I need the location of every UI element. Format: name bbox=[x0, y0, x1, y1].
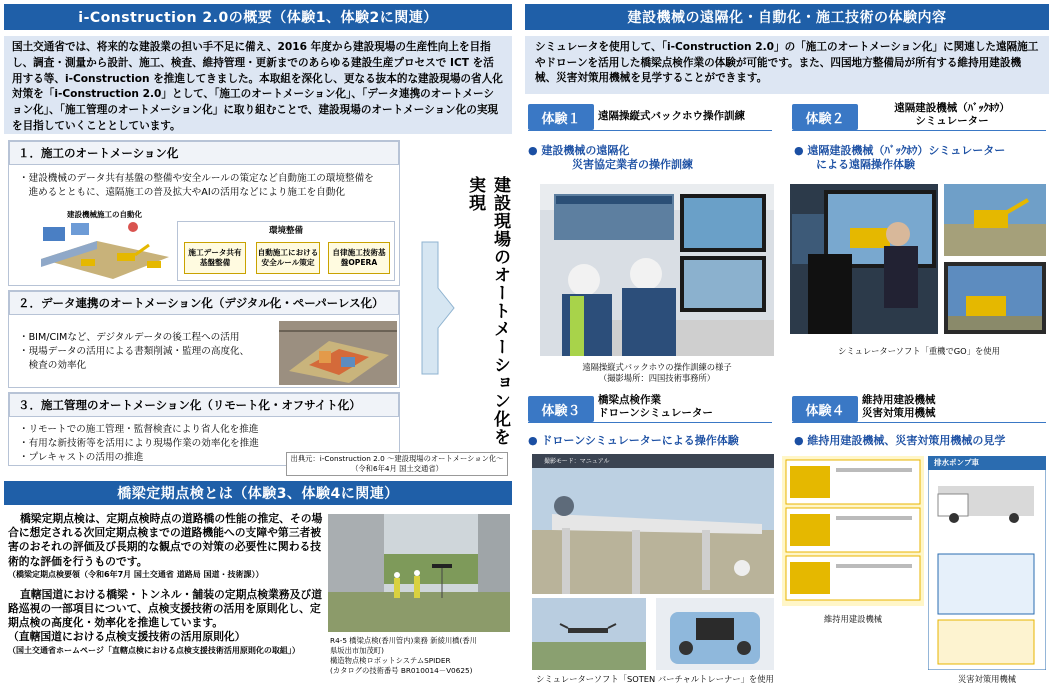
exp1-caption bbox=[540, 362, 774, 384]
title-line: 災害対策用機械 bbox=[862, 407, 936, 419]
exp1-bullet bbox=[528, 144, 778, 172]
exp3-rule bbox=[528, 422, 772, 423]
exp1-title: 遠隔操縦式バックホウ操作訓練 bbox=[598, 110, 745, 122]
exp3-sim-screenshot bbox=[532, 454, 774, 594]
section-2-bullets bbox=[19, 331, 279, 373]
bridge-inspection-photo bbox=[328, 514, 510, 632]
exp4-title bbox=[862, 394, 1042, 420]
section-1-bullets bbox=[19, 172, 397, 200]
bullet: ・現場データの活用による書類削減・監理の高度化、 bbox=[19, 346, 250, 357]
exp1-tag: 体験１ bbox=[528, 104, 594, 130]
exp4-tag: 体験４ bbox=[792, 396, 858, 422]
exp2-photo-top bbox=[944, 184, 1046, 256]
construction-site-illustration bbox=[37, 219, 173, 283]
bullet: 進めるとともに、遠隔施工の普及拡大やAIの活用などにより施工を自動化 bbox=[19, 187, 345, 198]
source-note bbox=[286, 452, 508, 476]
caption-line: （撮影場所：四国技術事務所） bbox=[598, 373, 716, 383]
right-intro: シミュレータを使用して、「i-Construction 2.0」の「施工のオートメーション化」に関連した遠隔施工やドローンを活用した橋梁点検作業の体験が可能です。また、四国地方整備局が所有する維持用建設機械、災害対策用機械を見学することができます。 bbox=[525, 36, 1049, 94]
exp4-bullet: ● 維持用建設機械、災害対策用機械の見学 bbox=[794, 434, 1006, 447]
arrow-right-icon bbox=[408, 238, 458, 378]
section-2-title: ２．データ連携のオートメーション化（デジタル化・ペーパーレス化） bbox=[9, 291, 399, 315]
env-box-2: 自動施工における安全ルール策定 bbox=[256, 242, 320, 274]
bullet: ・建設機械のデータ共有基盤の整備や安全ルールの策定など自動施工の環境整備を bbox=[19, 173, 374, 184]
exp2-bullet bbox=[794, 144, 1049, 172]
section-1-title: １．施工のオートメーション化 bbox=[9, 141, 399, 165]
left-intro: 国土交通省では、将来的な建設業の担い手不足に備え、2016 年度から建設現場の生産性向上を目指し、調査・測量から設計、施工、検査、維持管理・更新までのあらゆる建設生産プロセスで ICT を活用する等、i-Construction を推進してきました。本取組を深化し、更なる抜本的な建設現場の省人化対策を「i-Construction 2.0」として、「施工のオートメーション化」、「データ連携のオートメーション化」、「施工管理のオートメーション化」に取り組むことで、建設現場のオートメーション化の実現を目指していくこととしています。 bbox=[4, 36, 512, 134]
bullet-line: による遠隔操作体験 bbox=[794, 158, 915, 171]
exp2-tag: 体験２ bbox=[792, 104, 858, 130]
bullet-line: ● 建設機械の遠隔化 bbox=[528, 144, 630, 157]
exp1-photo bbox=[540, 184, 774, 356]
bridge-text-1: 橋梁定期点検は、定期点検時点の道路橋の性能の推定、その場合に想定される次回定期点検までの道路機能への支障や第三者被害のおそれの評価及び長期的な観点での対策の必要性に関わる技術的な評価を行うものです。 bbox=[8, 512, 323, 568]
section-1 bbox=[8, 140, 400, 286]
exp3-controller-photo bbox=[656, 598, 774, 670]
section-2 bbox=[8, 290, 400, 388]
bridge-header: 橋梁定期点検とは（体験3、体験4に関連） bbox=[4, 481, 512, 505]
diagram-label: 建設機械施工の自動化 bbox=[67, 210, 142, 219]
exp4-rule bbox=[792, 422, 1046, 423]
bullet: ・リモートでの施工管理・監督検査により省人化を推進 bbox=[19, 424, 259, 435]
title-line: シミュレーター bbox=[915, 115, 989, 127]
env-box-1: 施工データ共有基盤整備 bbox=[184, 242, 246, 274]
exp4-caption-right: 災害対策用機械 bbox=[957, 674, 1017, 684]
exp3-ui-text: 撮影モード：マニュアル bbox=[544, 458, 610, 465]
bullet: ・プレキャストの活用の推進 bbox=[19, 452, 144, 463]
right-header: 建設機械の遠隔化・自動化・施工技術の体験内容 bbox=[525, 4, 1049, 30]
bullet-line: ● 遠隔建設機械（ﾊﾞｯｸﾎｳ）シミュレーター bbox=[794, 144, 1006, 157]
pump-poster-title: 排水ポンプ車 bbox=[934, 458, 979, 467]
caption-line: (カタログの技術番号 BR010014－V0625) bbox=[330, 666, 473, 675]
left-header: i-Construction 2.0の概要（体験1、体験2に関連） bbox=[4, 4, 512, 30]
bullet: ・BIM/CIMなど、デジタルデータの後工程への活用 bbox=[19, 332, 240, 343]
bridge-text-2: 直轄国道における橋梁・トンネル・舗装の定期点検業務及び道路巡視の一部項目について、点検支援技術の活用を原則化し、定期点検の高度化・効率化を推進しています。 bbox=[8, 587, 322, 630]
exp2-rule bbox=[792, 130, 1046, 131]
vertical-label: 建設現場のオートメーション化を実現 bbox=[465, 176, 510, 446]
title-line: ドローンシミュレーター bbox=[598, 407, 713, 419]
exp4-pump-truck-leaflet bbox=[928, 456, 1046, 670]
exp4-maintenance-leaflet bbox=[782, 456, 924, 606]
section-3-title: ３．施工管理のオートメーション化（リモート化・オフサイト化） bbox=[9, 393, 399, 417]
exp1-rule bbox=[528, 130, 772, 131]
title-line: 橋梁点検作業 bbox=[598, 394, 661, 406]
bullet-line: 災害協定業者の操作訓練 bbox=[528, 158, 693, 171]
bridge-caption bbox=[330, 636, 512, 676]
exp3-bullet: ● ドローンシミュレーターによる操作体験 bbox=[528, 434, 739, 447]
bim-cim-model-image bbox=[279, 321, 397, 385]
exp4-caption-left: 維持用建設機械 bbox=[823, 614, 883, 624]
exp3-caption: シミュレーターソフト「SOTEN バーチャルトレーナー」を使用 bbox=[536, 674, 774, 684]
bridge-src-2: （直轄国道における点検支援技術の活用原則化） bbox=[8, 630, 246, 644]
env-label: 環境整備 bbox=[268, 226, 303, 236]
title-line: 維持用建設機械 bbox=[862, 394, 936, 406]
source-line: 出典元：i-Construction 2.0 ～建設現場のオートメーション化～ bbox=[290, 454, 504, 463]
exp3-drone-photo bbox=[532, 598, 646, 670]
exp3-tag: 体験３ bbox=[528, 396, 594, 422]
env-panel bbox=[177, 221, 395, 281]
exp2-photo-main bbox=[790, 184, 938, 334]
caption-line: 県坂出市加茂町) bbox=[330, 646, 384, 655]
caption-line: 遠隔操縦式バックホウの操作訓練の様子 bbox=[582, 362, 732, 372]
exp2-title bbox=[862, 102, 1042, 128]
bullet: 検査の効率化 bbox=[19, 360, 87, 371]
title-line: 遠隔建設機械（ﾊﾞｯｸﾎｳ） bbox=[894, 102, 1010, 114]
source-line: （令和6年4月 国土交通省） bbox=[351, 464, 443, 473]
caption-line: 構造物点検ロボットシステムSPIDER bbox=[330, 656, 451, 665]
exp2-caption: シミュレーターソフト「重機でGO」を使用 bbox=[838, 346, 1000, 356]
bridge-src-3: （国土交通省ホームページ「直轄点検における点検支援技術活用原則化の取組」） bbox=[8, 645, 300, 655]
exp3-title bbox=[598, 394, 778, 420]
exp2-photo-bottom bbox=[944, 262, 1046, 334]
caption-line: R4-5 橋梁点検(香川管内)業務 新綾川橋(香川 bbox=[330, 636, 477, 645]
env-box-3: 自律施工技術基盤OPERA bbox=[328, 242, 390, 274]
bridge-text-block bbox=[8, 512, 328, 656]
automation-diagram bbox=[37, 207, 173, 283]
bridge-src-1: （橋梁定期点検要領（令和6年7月 国土交通省 道路局 国道・技術課）） bbox=[8, 569, 264, 579]
bullet: ・有用な新技術等を活用により現場作業の効率化を推進 bbox=[19, 438, 259, 449]
section-3-bullets bbox=[19, 423, 319, 465]
